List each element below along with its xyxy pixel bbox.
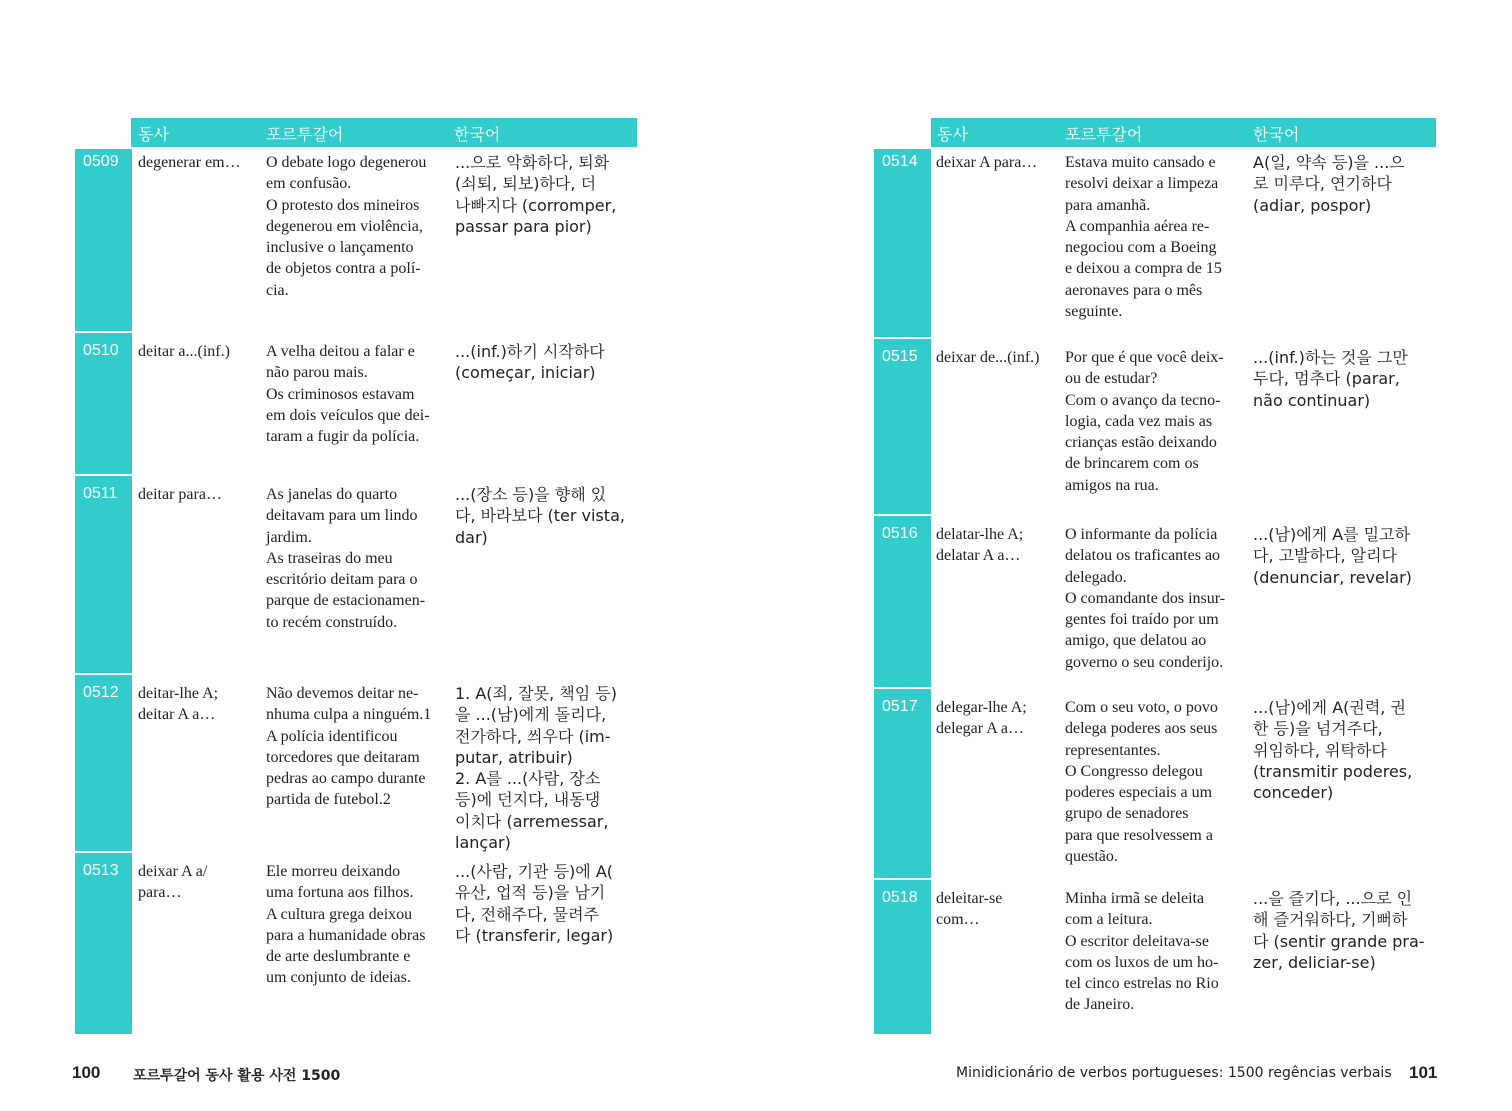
example-line: deitavam para um lindo	[266, 507, 418, 525]
right-page	[756, 0, 1512, 1111]
entry-korean	[455, 484, 625, 548]
example-line: Com o avanço da tecno-	[1065, 391, 1221, 409]
example-line: poderes especiais a um	[1065, 784, 1213, 802]
example-line: seguinte.	[1065, 303, 1123, 321]
example-line: governo o seu conderijo.	[1065, 653, 1224, 671]
entry-verb-line: deixar A a/	[138, 863, 208, 880]
entry-verb-line: deixar A para…	[936, 154, 1038, 171]
korean-line: 다 (transferir, legar)	[455, 925, 614, 945]
entry-verb-line: deitar para…	[138, 486, 222, 503]
korean-line: 등)에 던지다, 내동댕	[455, 790, 601, 810]
korean-line: putar, atribuir)	[455, 747, 573, 767]
table-header	[131, 118, 637, 147]
korean-line: 전가하다, 씌우다 (im-	[455, 726, 611, 746]
entry-example	[1065, 697, 1218, 867]
korean-line: ...(장소 등)을 향해 있	[455, 485, 607, 504]
example-line: para amanhã.	[1065, 196, 1151, 214]
entry-example	[266, 341, 430, 447]
entry-number: 0516	[882, 525, 918, 542]
entry-example	[1065, 524, 1225, 673]
example-line: As janelas do quarto	[266, 486, 398, 503]
example-line: O debate logo degenerou	[266, 154, 427, 171]
example-line: A companhia aérea re-	[1065, 217, 1210, 235]
entry-korean	[1253, 524, 1412, 588]
example-line: para que resolvessem a	[1065, 826, 1213, 844]
korean-line: ...(inf.)하기 시작하다	[455, 342, 605, 361]
entry-number: 0515	[882, 348, 918, 365]
entry-korean	[455, 861, 613, 946]
example-line: pedras ao campo durante	[266, 770, 426, 788]
korean-line: ...을 즐기다, ...으로 인	[1253, 889, 1413, 908]
example-line: questão.	[1065, 848, 1118, 866]
example-line: de Janeiro.	[1065, 996, 1135, 1014]
korean-line: ...(사람, 기관 등)에 A(	[455, 862, 614, 881]
entry-korean	[1253, 888, 1425, 973]
example-line: crianças estão deixando	[1065, 434, 1217, 452]
entry-korean	[1253, 347, 1408, 411]
example-line: de brincarem com os	[1065, 455, 1199, 473]
header-korean: 한국어	[1253, 125, 1300, 144]
example-line: A polícia identificou	[266, 727, 398, 745]
korean-line: 을 ...(남)에게 돌리다,	[455, 705, 607, 725]
example-line: representantes.	[1065, 741, 1161, 759]
entry-example	[266, 152, 426, 301]
entry-divider	[75, 331, 132, 333]
example-line: A cultura grega deixou	[266, 905, 413, 923]
example-line: As traseiras do meu	[266, 549, 393, 567]
korean-line: não continuar)	[1253, 390, 1371, 410]
example-line: não parou mais.	[266, 364, 368, 382]
entry-divider	[874, 878, 931, 880]
example-line: com a leitura.	[1065, 911, 1153, 929]
example-line: gentes foi traído por um	[1065, 611, 1219, 629]
example-line: jardim.	[266, 528, 312, 546]
example-line: ou de estudar?	[1065, 370, 1158, 388]
entry-divider	[874, 337, 931, 339]
entry-korean	[1253, 697, 1412, 803]
entry-verb	[138, 341, 230, 362]
example-line: resolvi deixar a limpeza	[1065, 175, 1219, 193]
korean-line: 나빠지다 (corromper,	[455, 195, 617, 215]
example-line: de arte deslumbrante e	[266, 948, 411, 966]
korean-line: A(일, 약속 등)을 ...으	[1253, 153, 1405, 172]
entry-verb-line: deitar a...(inf.)	[138, 343, 230, 360]
example-line: delegado.	[1065, 568, 1127, 586]
example-line: em dois veículos que dei-	[266, 406, 430, 424]
entry-number: 0517	[882, 698, 918, 715]
entry-number: 0509	[83, 153, 119, 170]
entry-verb-line: com…	[936, 911, 980, 928]
entry-example	[266, 861, 425, 989]
example-line: em confusão.	[266, 175, 352, 193]
example-line: um conjunto de ideias.	[266, 969, 411, 987]
example-line: delega poderes aos seus	[1065, 720, 1218, 738]
entry-verb-line: delegar A a…	[936, 720, 1024, 737]
entry-verb	[138, 152, 241, 173]
example-line: grupo de senadores	[1065, 805, 1189, 823]
example-line: taram a fugir da polícia.	[266, 428, 420, 446]
korean-line: 두다, 멈추다 (parar,	[1253, 369, 1400, 389]
example-line: O protesto dos mineiros	[266, 196, 420, 214]
example-line: torcedores que deitaram	[266, 748, 420, 766]
example-line: negociou com a Boeing	[1065, 239, 1217, 257]
korean-line: (adiar, pospor)	[1253, 195, 1372, 215]
korean-line: lançar)	[455, 833, 511, 853]
example-line: Não devemos deitar ne-	[266, 685, 419, 702]
example-line: Minha irmã se deleita	[1065, 890, 1205, 907]
korean-line: 이치다 (arremessar,	[455, 811, 609, 831]
example-line: Por que é que você deix-	[1065, 349, 1224, 366]
korean-line: ...(남)에게 A(권력, 권	[1253, 698, 1406, 717]
korean-line: ...(inf.)하는 것을 그만	[1253, 348, 1408, 367]
example-line: nhuma culpa a ninguém.1	[266, 706, 432, 724]
korean-line: 1. A(죄, 잘못, 책임 등)	[455, 684, 617, 703]
entry-verb	[936, 888, 1002, 930]
example-line: to recém construído.	[266, 613, 398, 631]
header-korean: 한국어	[454, 125, 501, 144]
korean-line: zer, deliciar-se)	[1253, 952, 1376, 972]
entry-divider	[75, 474, 132, 476]
example-line: Os criminosos estavam	[266, 385, 415, 403]
header-verb: 동사	[138, 125, 169, 144]
korean-line: 다, 바라보다 (ter vista,	[455, 506, 625, 526]
korean-line: 다 (sentir grande pra-	[1253, 931, 1425, 951]
entry-verb-line: deitar A a…	[138, 706, 216, 723]
example-line: Estava muito cansado e	[1065, 154, 1216, 171]
entry-number: 0511	[83, 485, 118, 502]
korean-line: 다, 고발하다, 알리다	[1253, 546, 1397, 566]
korean-line: 한 등)을 넘겨주다,	[1253, 719, 1383, 739]
running-title: Minidicionário de verbos portugueses: 1500 regências verbais	[956, 1065, 1392, 1081]
entry-example	[1065, 347, 1224, 496]
example-line: delatou os traficantes ao	[1065, 547, 1221, 565]
entry-verb	[936, 524, 1023, 566]
entry-number: 0514	[882, 153, 918, 170]
entry-korean	[455, 341, 605, 384]
example-line: O comandante dos insur-	[1065, 589, 1226, 607]
entry-verb	[936, 347, 1040, 368]
example-line: com os luxos de um ho-	[1065, 953, 1219, 971]
korean-line: (transmitir poderes,	[1253, 761, 1413, 781]
entry-divider	[75, 851, 132, 853]
entry-verb-line: delatar A a…	[936, 547, 1021, 564]
page-number: 100	[72, 1063, 101, 1082]
entry-example	[266, 484, 425, 633]
header-portuguese: 포르투갈어	[266, 125, 344, 144]
example-line: uma fortuna aos filhos.	[266, 884, 414, 902]
korean-line: (denunciar, revelar)	[1253, 567, 1412, 587]
example-line: O informante da polícia	[1065, 526, 1218, 543]
example-line: O escritor deleitava-se	[1065, 932, 1209, 950]
entry-verb-line: deitar-lhe A;	[138, 685, 219, 702]
example-line: Com o seu voto, o povo	[1065, 699, 1218, 716]
example-line: inclusive o lançamento	[266, 239, 414, 257]
page-number: 101	[1409, 1063, 1438, 1082]
entry-verb	[138, 484, 222, 505]
entry-verb-line: delegar-lhe A;	[936, 699, 1027, 716]
example-line: para a humanidade obras	[266, 926, 426, 944]
entry-verb	[138, 683, 218, 725]
entry-divider	[874, 687, 931, 689]
example-line: parque de estacionamen-	[266, 592, 426, 610]
table-header	[931, 118, 1436, 147]
example-line: de objetos contra a polí-	[266, 260, 421, 278]
entry-number: 0513	[83, 862, 119, 879]
korean-line: ...(남)에게 A를 밀고하	[1253, 525, 1411, 544]
header-verb: 동사	[937, 125, 968, 144]
entry-verb-line: delatar-lhe A;	[936, 526, 1024, 543]
example-line: degenerou em violência,	[266, 217, 423, 235]
entry-korean	[455, 683, 617, 853]
entry-korean	[455, 152, 616, 237]
korean-line: 해 즐거워하다, 기뻐하	[1253, 910, 1408, 930]
korean-line: (쇠퇴, 퇴보)하다, 더	[455, 174, 597, 194]
korean-line: 다, 전해주다, 물려주	[455, 904, 599, 924]
korean-line: 로 미루다, 연기하다	[1253, 174, 1392, 194]
example-line: tel cinco estrelas no Rio	[1065, 975, 1219, 993]
entry-number-column	[75, 149, 132, 1034]
entry-number: 0512	[83, 684, 119, 701]
example-line: partida de futebol.2	[266, 791, 391, 809]
korean-line: passar para pior)	[455, 216, 592, 236]
example-line: logia, cada vez mais as	[1065, 412, 1213, 430]
example-line: escritório deitam para o	[266, 571, 418, 589]
korean-line: (começar, iniciar)	[455, 363, 596, 383]
entry-verb	[138, 861, 207, 903]
korean-line: 2. A를 ...(사람, 장소	[455, 769, 601, 789]
example-line: O Congresso delegou	[1065, 762, 1203, 780]
entry-verb-line: deixar de...(inf.)	[936, 349, 1040, 366]
example-line: A velha deitou a falar e	[266, 343, 415, 360]
entry-divider	[874, 514, 931, 516]
entry-verb	[936, 152, 1037, 173]
korean-line: dar)	[455, 527, 488, 547]
entry-example	[266, 683, 431, 811]
running-title: 포르투갈어 동사 활용 사전 1500	[133, 1068, 341, 1084]
korean-line: 유산, 업적 등)을 남기	[455, 883, 606, 903]
entry-example	[1065, 888, 1219, 1016]
example-line: Ele morreu deixando	[266, 863, 401, 880]
header-portuguese: 포르투갈어	[1065, 125, 1143, 144]
entry-verb-line: deleitar-se	[936, 890, 1003, 907]
entry-number: 0518	[882, 889, 918, 906]
korean-line: 위임하다, 위탁하다	[1253, 740, 1387, 760]
entry-divider	[75, 673, 132, 675]
entry-verb-line: para…	[138, 884, 182, 901]
example-line: amigos na rua.	[1065, 476, 1159, 494]
entry-number: 0510	[83, 342, 119, 359]
korean-line: conceder)	[1253, 783, 1334, 803]
entry-verb	[936, 697, 1027, 739]
entry-example	[1065, 152, 1222, 322]
example-line: cia.	[266, 281, 289, 299]
entry-verb-line: degenerar em…	[138, 154, 241, 171]
entry-korean	[1253, 152, 1405, 216]
example-line: e deixou a compra de 15	[1065, 260, 1222, 278]
korean-line: ...으로 악화하다, 퇴화	[455, 153, 610, 172]
example-line: amigo, que delatou ao	[1065, 632, 1207, 650]
example-line: aeronaves para o mês	[1065, 281, 1203, 299]
